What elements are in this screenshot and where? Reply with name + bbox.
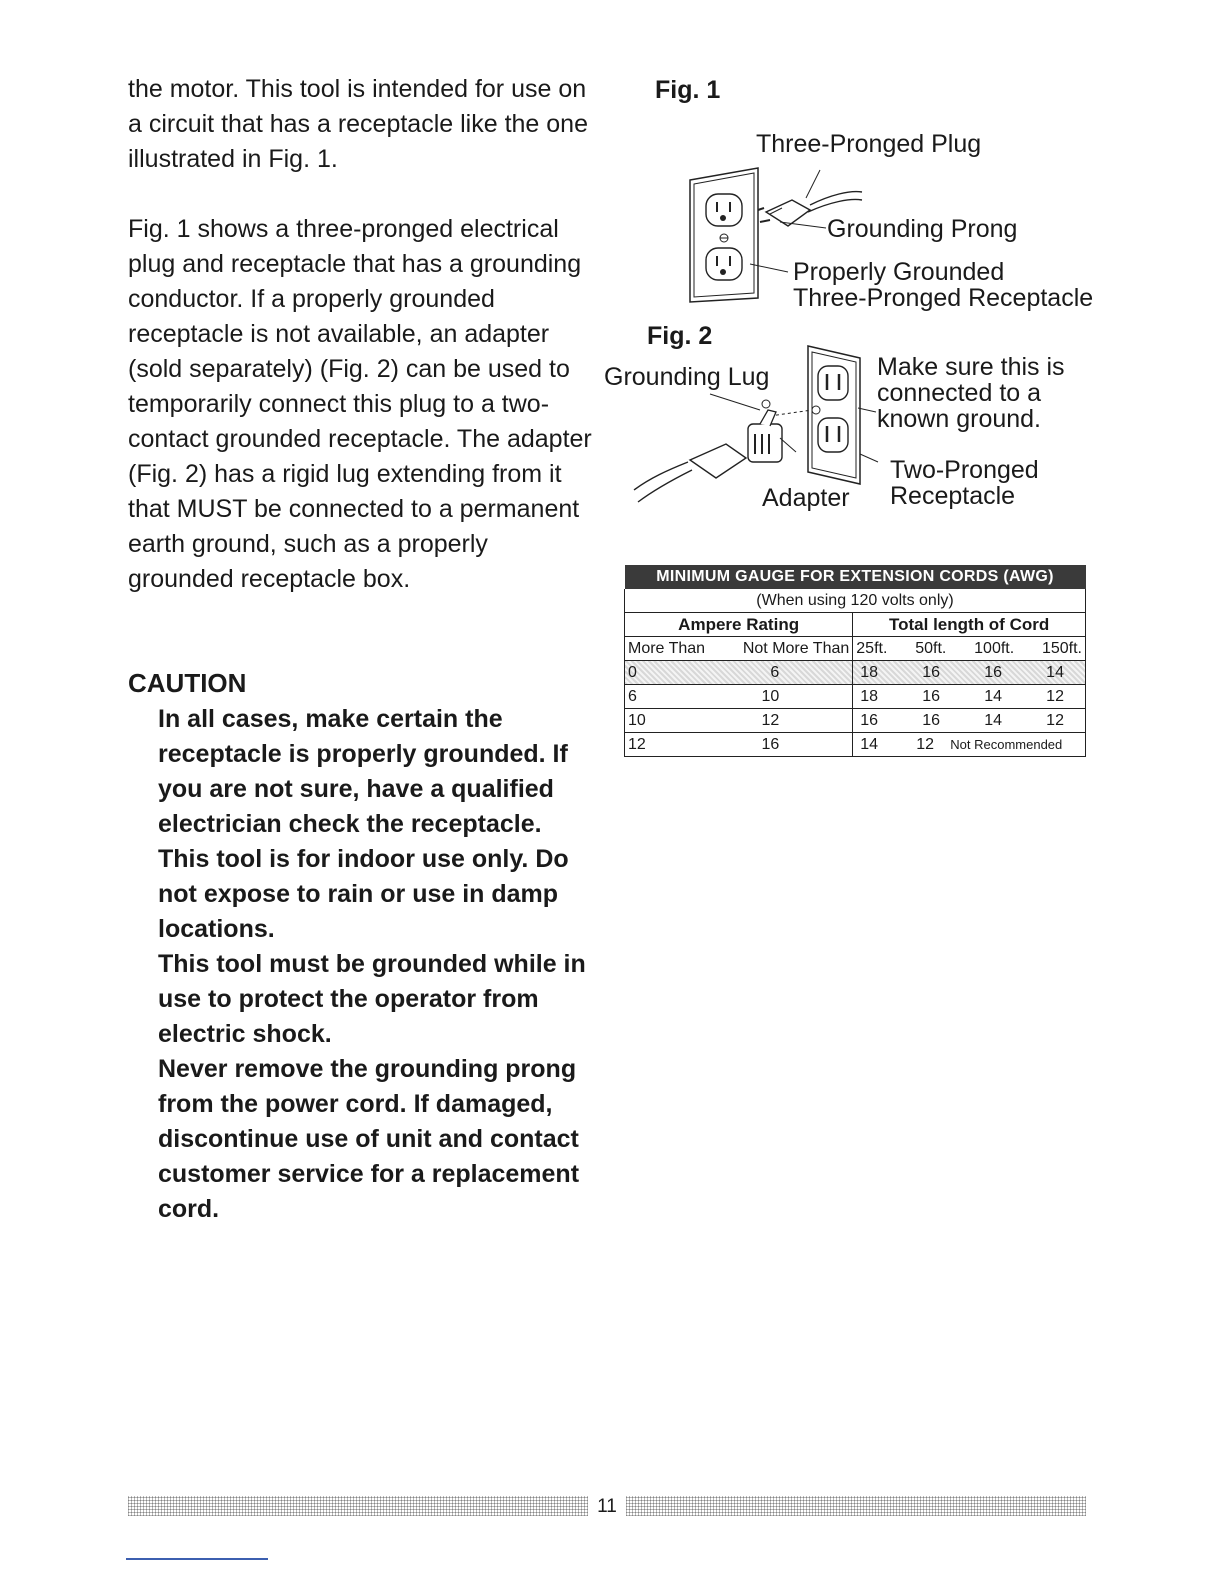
grounding-paragraph: Fig. 1 shows a three-pronged electrical plug and receptacle that has a grounding conductor. If a properly grounded receptacle is not available, an adapter (sold separately) (Fig. 2) can be used to temporarily connect this plug to a two-contact grounded receptacle. The adapter (Fig. 2) has a rigid lug extending from it that MUST be connected to a permanent earth ground, such as a properly grounded receptacle box. — [128, 215, 592, 593]
gauge-cell: 16 — [922, 663, 941, 681]
ground-note-line: connected to a — [877, 379, 1042, 407]
three-pronged-plug-label: Three-Pronged Plug — [756, 130, 982, 158]
properly-grounded-label: Properly Grounded — [793, 258, 1005, 286]
caution-line: This tool is for indoor use only. Do not expose to rain or use in damp locations. — [158, 845, 569, 943]
amp-more-cell: 0 — [628, 663, 637, 681]
length-header: 150ft. — [1041, 639, 1082, 657]
gauge-cell: 14 — [860, 735, 879, 753]
table-subtitle: (When using 120 volts only) — [625, 589, 1086, 613]
intro-paragraph: the motor. This tool is intended for use on a circuit that has a receptacle like the one illustrated in Fig. 1. — [128, 75, 588, 173]
gauge-cell: 14 — [984, 711, 1002, 729]
amp-not-more-cell: 16 — [761, 735, 780, 753]
table-row — [625, 661, 1086, 685]
footer-dot-rule-left — [128, 1496, 588, 1516]
more-than-header: More Than — [628, 639, 706, 657]
amp-not-more-cell: 12 — [761, 711, 780, 729]
caution-text — [158, 702, 603, 1227]
footer-dot-rule-right — [626, 1496, 1086, 1516]
gauge-cell: 16 — [922, 687, 941, 705]
gauge-cell: 12 — [916, 735, 935, 753]
gauge-cell: 12 — [1046, 711, 1064, 729]
gauge-cell: 18 — [860, 687, 879, 705]
length-subheaders — [853, 637, 1086, 661]
ground-note-line: Make sure this is — [877, 353, 1065, 381]
length-header: 50ft. — [915, 639, 947, 657]
table-row — [625, 685, 1086, 709]
gauge-cell: 16 — [922, 711, 941, 729]
grounding-lug-label: Grounding Lug — [604, 363, 770, 391]
three-pronged-receptacle-label: Three-Pronged Receptacle — [793, 284, 1094, 312]
ground-note-line: known ground. — [877, 405, 1042, 433]
caution-line: Never remove the grounding prong from the power cord. If damaged, discontinue use of unit and contact customer service for a replacement cord. — [158, 1055, 580, 1223]
not-more-than-header: Not More Than — [742, 639, 850, 657]
gauge-cell: 12 — [1046, 687, 1064, 705]
amp-not-more-cell: 6 — [770, 663, 780, 681]
amp-more-cell: 6 — [628, 687, 637, 705]
receptacle-label: Receptacle — [890, 482, 1016, 510]
extension-cord-gauge-table — [624, 565, 1086, 757]
gauge-cell: 14 — [984, 687, 1002, 705]
bottom-rule — [126, 1558, 268, 1560]
table-row — [625, 709, 1086, 733]
gauge-cell: 18 — [860, 663, 879, 681]
page-number: 11 — [597, 1496, 617, 1517]
amp-not-more-cell: 10 — [761, 687, 780, 705]
adapter-label: Adapter — [762, 484, 850, 512]
caution-line: This tool must be grounded while in use to protect the operator from electric shock. — [158, 950, 586, 1048]
fig1-label: Fig. 1 — [655, 76, 721, 104]
ampere-rating-header: Ampere Rating — [625, 613, 853, 637]
two-pronged-label: Two-Pronged — [890, 456, 1039, 484]
cord-length-header: Total length of Cord — [853, 613, 1086, 637]
amp-more-cell: 12 — [628, 735, 646, 753]
gauge-cell: 16 — [860, 711, 879, 729]
length-header: 25ft. — [856, 639, 888, 657]
caution-heading: CAUTION — [128, 668, 247, 698]
length-header: 100ft. — [974, 639, 1015, 657]
ampere-subheaders — [625, 637, 853, 661]
caution-line: In all cases, make certain the receptacle is properly grounded. If you are not sure, have a qualified electrician check the receptacle. — [158, 705, 568, 838]
table-title: MINIMUM GAUGE FOR EXTENSION CORDS (AWG) — [625, 565, 1086, 589]
gauge-cell: 16 — [984, 663, 1002, 681]
not-recommended-cell: Not Recommended — [950, 736, 1063, 752]
gauge-cell: 14 — [1046, 663, 1064, 681]
amp-more-cell: 10 — [628, 711, 646, 729]
grounding-prong-label: Grounding Prong — [827, 215, 1018, 243]
fig2-label: Fig. 2 — [647, 322, 713, 350]
table-row — [625, 733, 1086, 757]
